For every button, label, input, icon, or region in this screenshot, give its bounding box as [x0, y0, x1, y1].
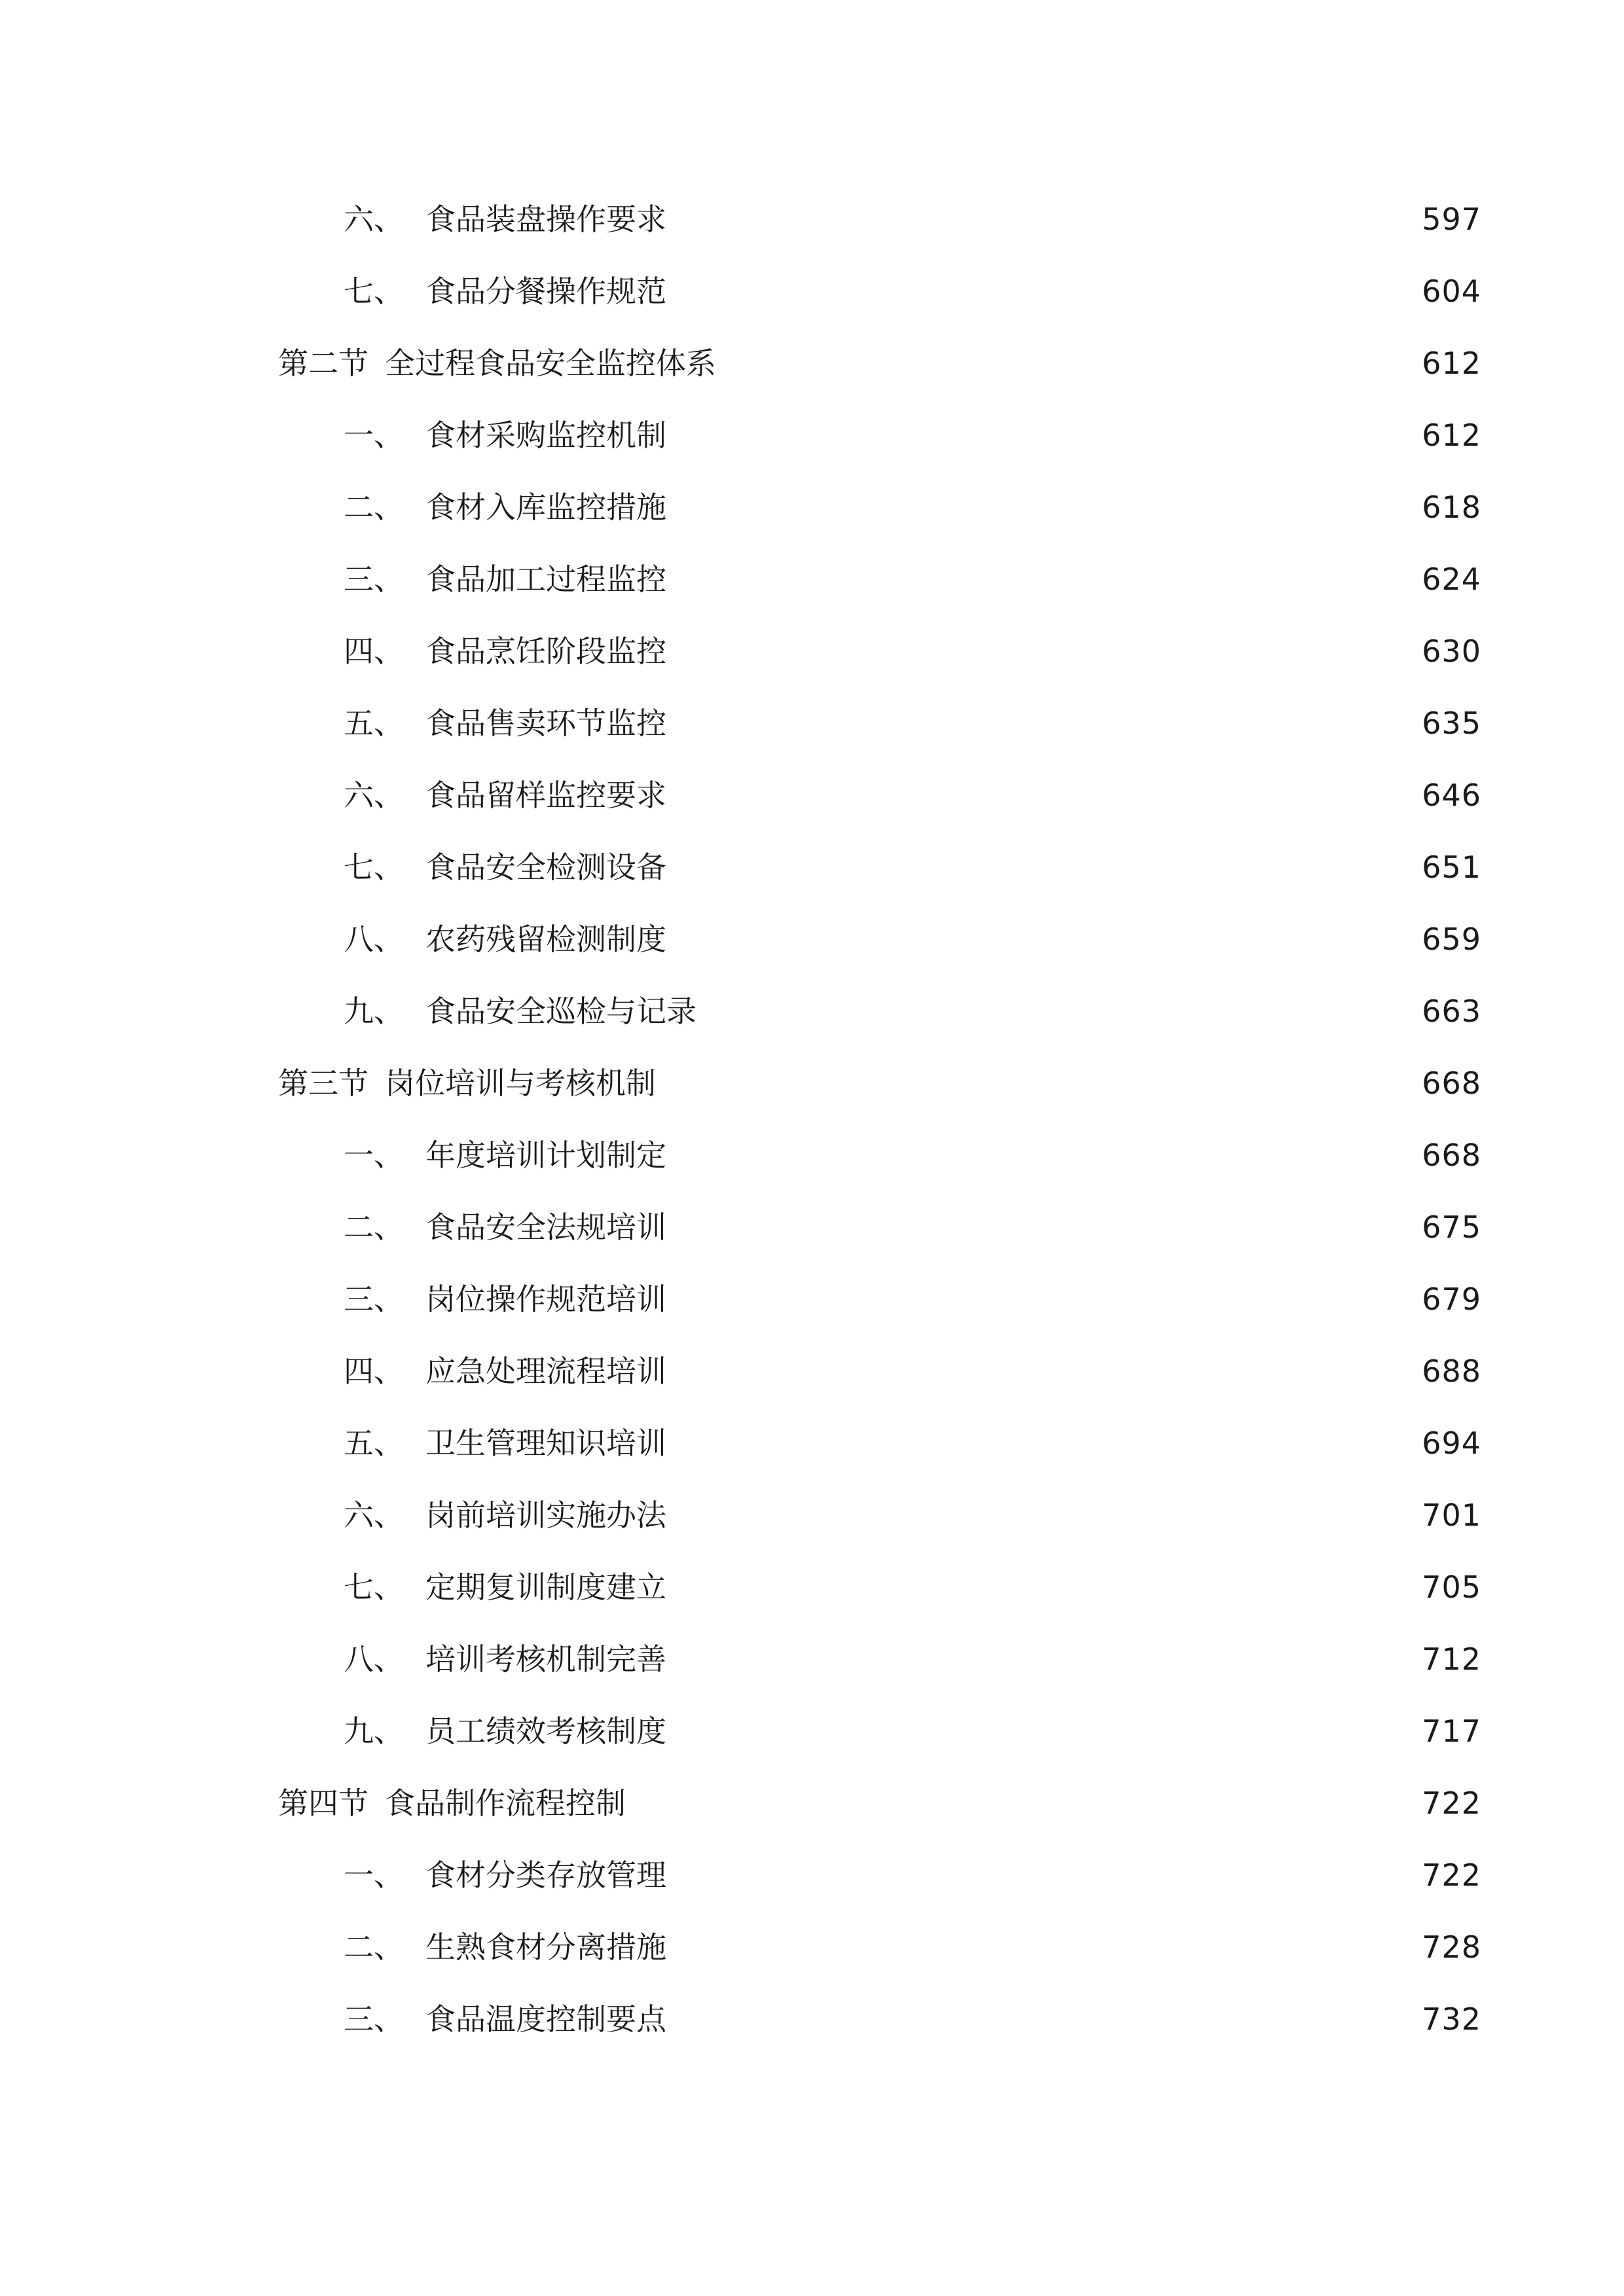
entry-number: 二、 [344, 490, 404, 525]
entry-number: 九、 [344, 1713, 404, 1749]
entry-title: 农药残留检测制度 [425, 922, 666, 957]
entry-title: 岗位操作规范培训 [425, 1282, 666, 1317]
entry-page-number: 728 [1422, 1929, 1481, 1965]
entry-number: 二、 [344, 1929, 404, 1965]
toc-entry[interactable] [344, 1921, 1481, 1973]
dot-leader [724, 337, 1413, 389]
entry-title: 食材入库监控措施 [425, 490, 666, 525]
toc-section-entry[interactable] [278, 1057, 1481, 1109]
entry-page-number: 612 [1422, 346, 1481, 381]
dot-leader [674, 1129, 1413, 1181]
entry-page-number: 732 [1422, 2001, 1481, 2037]
dot-leader [674, 265, 1413, 317]
entry-title: 卫生管理知识培训 [425, 1426, 666, 1461]
dot-leader [664, 1057, 1413, 1109]
entry-number: 七、 [344, 850, 404, 885]
section-title: 岗位培训与考核机制 [385, 1066, 656, 1101]
entry-title: 食品温度控制要点 [425, 2001, 666, 2037]
toc-section-entry[interactable] [278, 1777, 1481, 1829]
dot-leader [674, 1633, 1413, 1685]
toc-entry[interactable] [344, 1129, 1481, 1181]
entry-page-number: 675 [1422, 1210, 1481, 1245]
entry-title: 食品分餐操作规范 [425, 274, 666, 309]
dot-leader [674, 1849, 1413, 1901]
toc-entry[interactable] [344, 913, 1481, 965]
entry-number: 四、 [344, 634, 404, 669]
entry-number: 三、 [344, 2001, 404, 2037]
entry-page-number: 646 [1422, 778, 1481, 813]
toc-entry[interactable] [344, 1345, 1481, 1397]
entry-page-number: 722 [1422, 1785, 1481, 1821]
toc-entry[interactable] [344, 769, 1481, 821]
entry-title: 食品售卖环节监控 [425, 706, 666, 741]
toc-entry[interactable] [344, 1489, 1481, 1541]
entry-title: 食材分类存放管理 [425, 1857, 666, 1893]
entry-title: 定期复训制度建立 [425, 1570, 666, 1605]
toc-entry[interactable] [344, 1273, 1481, 1325]
toc-entry[interactable] [344, 1633, 1481, 1685]
entry-page-number: 668 [1422, 1138, 1481, 1173]
section-title: 食品制作流程控制 [385, 1785, 626, 1821]
toc-entry[interactable] [344, 1849, 1481, 1901]
dot-leader [674, 769, 1413, 821]
entry-page-number: 635 [1422, 706, 1481, 741]
entry-number: 二、 [344, 1210, 404, 1245]
toc-entry[interactable] [344, 481, 1481, 533]
entry-title: 食品安全巡检与记录 [425, 994, 696, 1029]
entry-page-number: 688 [1422, 1354, 1481, 1389]
entry-number: 八、 [344, 922, 404, 957]
entry-title: 食品留样监控要求 [425, 778, 666, 813]
entry-title: 食品装盘操作要求 [425, 202, 666, 237]
entry-page-number: 597 [1422, 202, 1481, 237]
entry-title: 应急处理流程培训 [425, 1354, 666, 1389]
entry-number: 一、 [344, 1138, 404, 1173]
dot-leader [674, 481, 1413, 533]
entry-title: 食材采购监控机制 [425, 418, 666, 453]
entry-page-number: 630 [1422, 634, 1481, 669]
toc-entry[interactable] [344, 1993, 1481, 2045]
dot-leader [704, 985, 1413, 1037]
dot-leader [674, 1561, 1413, 1613]
entry-page-number: 659 [1422, 922, 1481, 957]
entry-number: 八、 [344, 1641, 404, 1677]
entry-title: 食品安全检测设备 [425, 850, 666, 885]
entry-page-number: 612 [1422, 418, 1481, 453]
dot-leader [674, 1201, 1413, 1253]
toc-entry[interactable] [344, 697, 1481, 749]
toc-entry[interactable] [344, 625, 1481, 677]
toc-entry[interactable] [344, 1705, 1481, 1757]
entry-page-number: 712 [1422, 1641, 1481, 1677]
dot-leader [674, 697, 1413, 749]
entry-page-number: 717 [1422, 1713, 1481, 1749]
entry-number: 七、 [344, 274, 404, 309]
toc-entry[interactable] [344, 1417, 1481, 1469]
section-number: 第二节 [278, 346, 369, 381]
dot-leader [674, 1417, 1413, 1469]
dot-leader [674, 1345, 1413, 1397]
entry-title: 生熟食材分离措施 [425, 1929, 666, 1965]
entry-page-number: 722 [1422, 1857, 1481, 1893]
toc-entry[interactable] [344, 985, 1481, 1037]
entry-page-number: 651 [1422, 850, 1481, 885]
dot-leader [674, 1489, 1413, 1541]
entry-title: 食品加工过程监控 [425, 562, 666, 597]
entry-number: 五、 [344, 1426, 404, 1461]
entry-page-number: 618 [1422, 490, 1481, 525]
entry-title: 培训考核机制完善 [425, 1641, 666, 1677]
entry-page-number: 694 [1422, 1426, 1481, 1461]
dot-leader [674, 625, 1413, 677]
entry-page-number: 701 [1422, 1498, 1481, 1533]
entry-number: 一、 [344, 418, 404, 453]
entry-title: 食品安全法规培训 [425, 1210, 666, 1245]
entry-page-number: 604 [1422, 274, 1481, 309]
entry-number: 六、 [344, 1498, 404, 1533]
dot-leader [674, 193, 1413, 245]
toc-entry[interactable] [344, 841, 1481, 893]
entry-title: 岗前培训实施办法 [425, 1498, 666, 1533]
entry-page-number: 679 [1422, 1282, 1481, 1317]
dot-leader [674, 553, 1413, 605]
entry-number: 六、 [344, 202, 404, 237]
entry-number: 三、 [344, 1282, 404, 1317]
entry-title: 员工绩效考核制度 [425, 1713, 666, 1749]
entry-number: 九、 [344, 994, 404, 1029]
entry-number: 三、 [344, 562, 404, 597]
entry-title: 食品烹饪阶段监控 [425, 634, 666, 669]
toc-entry[interactable] [344, 409, 1481, 461]
dot-leader [674, 1993, 1413, 2045]
dot-leader [674, 841, 1413, 893]
dot-leader [674, 1921, 1413, 1973]
entry-number: 七、 [344, 1570, 404, 1605]
toc-entry[interactable] [344, 193, 1481, 245]
section-number: 第四节 [278, 1785, 369, 1821]
dot-leader [634, 1777, 1413, 1829]
entry-page-number: 624 [1422, 562, 1481, 597]
entry-page-number: 668 [1422, 1066, 1481, 1101]
section-title: 全过程食品安全监控体系 [385, 346, 716, 381]
entry-number: 四、 [344, 1354, 404, 1389]
toc-section-entry[interactable] [278, 337, 1481, 389]
section-number: 第三节 [278, 1066, 369, 1101]
entry-number: 六、 [344, 778, 404, 813]
toc-entry[interactable] [344, 553, 1481, 605]
dot-leader [674, 1273, 1413, 1325]
entry-title: 年度培训计划制定 [425, 1138, 666, 1173]
entry-page-number: 663 [1422, 994, 1481, 1029]
entry-page-number: 705 [1422, 1570, 1481, 1605]
toc-entry[interactable] [344, 1561, 1481, 1613]
toc-entry[interactable] [344, 265, 1481, 317]
dot-leader [674, 1705, 1413, 1757]
dot-leader [674, 409, 1413, 461]
toc-entry[interactable] [344, 1201, 1481, 1253]
entry-number: 一、 [344, 1857, 404, 1893]
entry-number: 五、 [344, 706, 404, 741]
dot-leader [674, 913, 1413, 965]
